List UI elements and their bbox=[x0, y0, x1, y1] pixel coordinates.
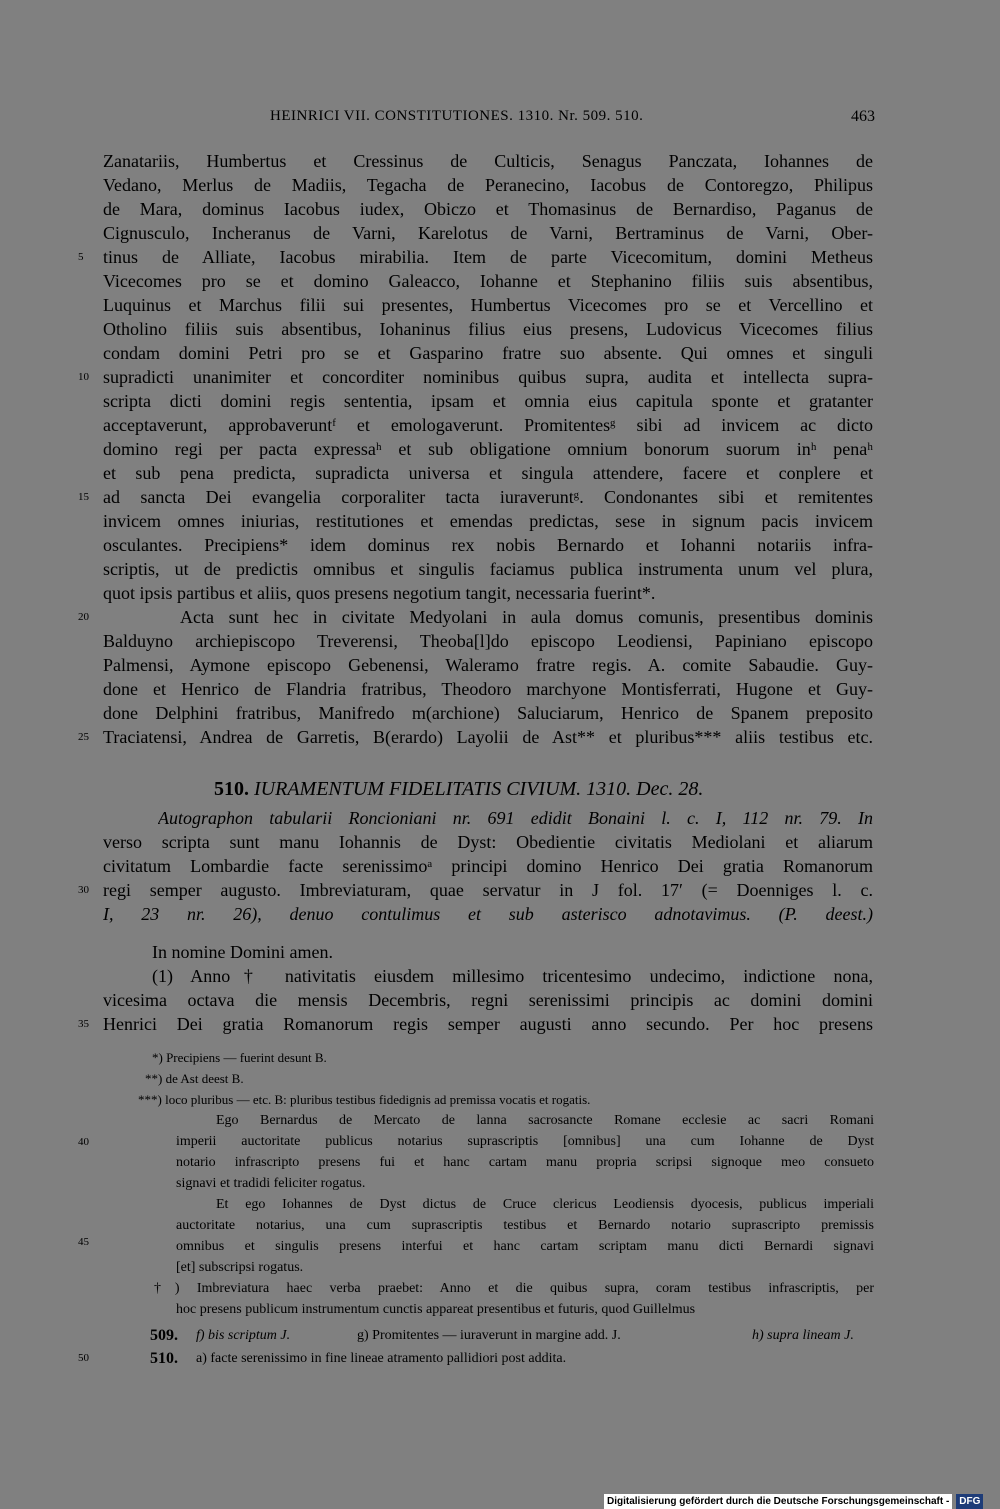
footnote-line: signavi et tradidi feliciter rogatus. bbox=[176, 1176, 366, 1191]
text-line: condam domini Petri pro se et Gasparino fratre suo absente. Qui omnes et singuli bbox=[103, 343, 873, 363]
line-number: 50 bbox=[78, 1352, 89, 1364]
note-label bbox=[150, 1348, 178, 1371]
text-line: Henrici Dei gratia Romanorum regis semper augusti anno secundo. Per hoc presens bbox=[103, 1014, 873, 1034]
text-line: done Delphini fratribus, Manifredo m(archione) Saluciarum, Henrico de Spanem preposito bbox=[103, 703, 873, 723]
note-f: f) bis scriptum J. bbox=[196, 1328, 291, 1343]
text-line: de Mara, dominus Iacobus iudex, Obiczo et Thomasinus de Bernardiso, Paganus de bbox=[103, 199, 873, 219]
text-line: Traciatensi, Andrea de Garretis, B(erardo) Layolii de Ast** et pluribus*** aliis testibus etc. bbox=[103, 727, 873, 747]
footnote-line: [et] subscripsi rogatus. bbox=[176, 1260, 304, 1275]
footnote-double-star: **) de Ast deest B. bbox=[145, 1071, 244, 1086]
line-number: 45 bbox=[78, 1236, 89, 1248]
text-line: Zanatariis, Humbertus et Cressinus de Culticis, Senagus Panczata, Iohannes de bbox=[103, 151, 873, 171]
footnote-star: *) Precipiens — fuerint desunt B. bbox=[152, 1050, 327, 1065]
text-line: osculantes. Precipiens* idem dominus rex nobis Bernardo et Iohanni notariis infra- bbox=[103, 535, 873, 555]
page-header bbox=[100, 108, 875, 130]
text-line: Cignusculo, Incheranus de Varni, Karelotus de Varni, Bertraminus de Varni, Ober- bbox=[103, 223, 873, 243]
line-number: 35 bbox=[78, 1018, 89, 1030]
line-number: 30 bbox=[78, 884, 89, 896]
note-a: a) facte serenissimo in fine lineae atramento pallidiori post addita. bbox=[196, 1351, 567, 1366]
line-number: 10 bbox=[78, 371, 89, 383]
text-line: Vedano, Merlus de Madiis, Tegacha de Peranecino, Iacobus de Contoregzo, Philipus bbox=[103, 175, 873, 195]
note-label bbox=[150, 1325, 178, 1348]
text-line: In nomine Domini amen. bbox=[152, 942, 333, 962]
dfg-logo: DFG bbox=[956, 1494, 983, 1509]
note-number: 509. bbox=[150, 1327, 178, 1344]
text-line: scripta dicti domini regis sententia, ipsam et omnia eius capitula sponte et gratanter bbox=[103, 391, 873, 411]
text-line: Palmensi, Aymone episcopo Gebenensi, Waleramo fratre regis. A. comite Sabaudie. Guy- bbox=[103, 655, 873, 675]
footnote-line: imperii auctoritate publicus notarius suprascriptis [omnibus] una cum Iohanne de Dyst bbox=[176, 1134, 874, 1149]
intro-line: regi semper augusto. Imbreviaturam, quae servatur in J fol. 17′ (= Doenniges l. c. bbox=[103, 880, 873, 900]
text-line: invicem omnes iniurias, restitutiones et emendas predictas, sese in signum pacis invicem bbox=[103, 511, 873, 531]
intro-line: I, 23 nr. 26), denuo contulimus et sub asterisco adnotavimus. (P. deest.) bbox=[103, 904, 873, 924]
line-number: 5 bbox=[78, 251, 84, 263]
doc-number: 510. bbox=[214, 778, 249, 800]
intro-line: verso scripta sunt manu Iohannis de Dyst: Obedientie civitatis Mediolani et aliarum bbox=[103, 832, 873, 852]
text-line: Balduyno archiepiscopo Treverensi, Theoba[l]do episcopo Leodiensi, Papiniano episcopo bbox=[103, 631, 873, 651]
footnote-line: omnibus et singulis presens interfui et hanc cartam scriptam manu dicti Bernardi signavi bbox=[176, 1239, 874, 1254]
text-line: Otholino filiis suis absentibus, Iohaninus filius eius presens, Ludovicus Vicecomes filius bbox=[103, 319, 873, 339]
text-line: acceptaverunt, approbaveruntᶠ et emologaverunt. Promitentesᵍ sibi ad invicem ac dicto bbox=[103, 415, 873, 435]
line-number: 20 bbox=[78, 611, 89, 623]
note-h: h) supra lineam J. bbox=[752, 1328, 854, 1343]
footnote-line: auctoritate notarius, una cum suprascriptis testibus et Bernardo notario suprascripto premissis bbox=[176, 1218, 874, 1233]
text-line: et sub pena predicta, supradicta universa et singula attendere, facere et conplere et bbox=[103, 463, 873, 483]
text-line: tinus de Alliate, Iacobus mirabilia. Item de parte Vicecomitum, domini Metheus bbox=[103, 247, 873, 267]
text-line: vicesima octava die mensis Decembris, regni serenissimi principis ac domini domini bbox=[103, 990, 873, 1010]
intro-line: civitatum Lombardie facte serenissimoᵃ principi domino Henrico Dei gratia Romanorum bbox=[103, 856, 873, 876]
intro-line: Autographon tabularii Roncioniani nr. 691 edidit Bonaini l. c. I, 112 nr. 79. In bbox=[158, 808, 873, 828]
line-number: 40 bbox=[78, 1136, 89, 1148]
footnote-triple-star: ***) loco pluribus — etc. B: pluribus testibus fidedignis ad premissa vocatis et rogatis. bbox=[138, 1092, 591, 1107]
note-g: g) Promitentes — iuraverunt in margine add. J. bbox=[357, 1328, 621, 1343]
footnote-line: Ego Bernardus de Mercato de lanna sacrosancte Romane ecclesie ac sacri Romani bbox=[216, 1113, 874, 1128]
footnote-dagger: †) Imbreviatura haec verba praebet: Anno et die quibus supra, coram testibus infrascriptis, per bbox=[154, 1281, 874, 1296]
text-line: Luquinus et Marchus filii sui presentes, Humbertus Vicecomes pro se et Vercellino et bbox=[103, 295, 873, 315]
footnote-line: hoc presens publicum instrumentum cunctis appareat presentibus et futuris, quod Guillelmus bbox=[176, 1302, 696, 1317]
footnote-line: notario infrascripto presens fui et hanc cartam manu propria scripsi signoque meo consueto bbox=[176, 1155, 874, 1170]
text-line: scriptis, ut de predictis omnibus et singulis faciamus publica instrumenta unum vel plura, bbox=[103, 559, 873, 579]
text-line: Vicecomes pro se et domino Galeacco, Iohanne et Stephanino filiis suis absentibus, bbox=[103, 271, 873, 291]
doc-510-heading bbox=[214, 778, 703, 801]
text-line: ad sancta Dei evangelia corporaliter tacta iuraveruntᵍ. Condonantes sibi et remitentes bbox=[103, 487, 873, 507]
footer-credit: Digitalisierung gefördert durch die Deutsche Forschungsgemeinschaft - bbox=[604, 1494, 952, 1509]
text-line: done et Henrico de Flandria fratribus, Theodoro marchyone Montisferrati, Hugone et Guy- bbox=[103, 679, 873, 699]
text-line: quot ipsis partibus et aliis, quos presens negotium tangit, necessaria fuerint*. bbox=[103, 583, 656, 603]
note-number: 510. bbox=[150, 1350, 178, 1367]
doc-title: IURAMENTUM FIDELITATIS CIVIUM. 1310. Dec. 28. bbox=[254, 778, 704, 800]
running-title: HEINRICI VII. CONSTITUTIONES. 1310. Nr. 509. 510. bbox=[270, 108, 644, 124]
text-line: (1) Anno† nativitatis eiusdem millesimo tricentesimo undecimo, indictione nona, bbox=[152, 966, 873, 986]
line-number: 25 bbox=[78, 731, 89, 743]
text-line: domino regi per pacta expressaʰ et sub obligatione omnium bonorum suorum inʰ penaʰ bbox=[103, 439, 873, 459]
text-line: Acta sunt hec in civitate Medyolani in aula domus comunis, presentibus dominis bbox=[180, 607, 873, 627]
line-number: 15 bbox=[78, 491, 89, 503]
footnote-line: Et ego Iohannes de Dyst dictus de Cruce clericus Leodiensis dyocesis, publicus imperiali bbox=[216, 1197, 874, 1212]
digitization-footer bbox=[604, 1493, 983, 1509]
page-number: 463 bbox=[851, 108, 875, 125]
text-line: supradicti unanimiter et concorditer nominibus quibus supra, audita et intellecta supra- bbox=[103, 367, 873, 387]
